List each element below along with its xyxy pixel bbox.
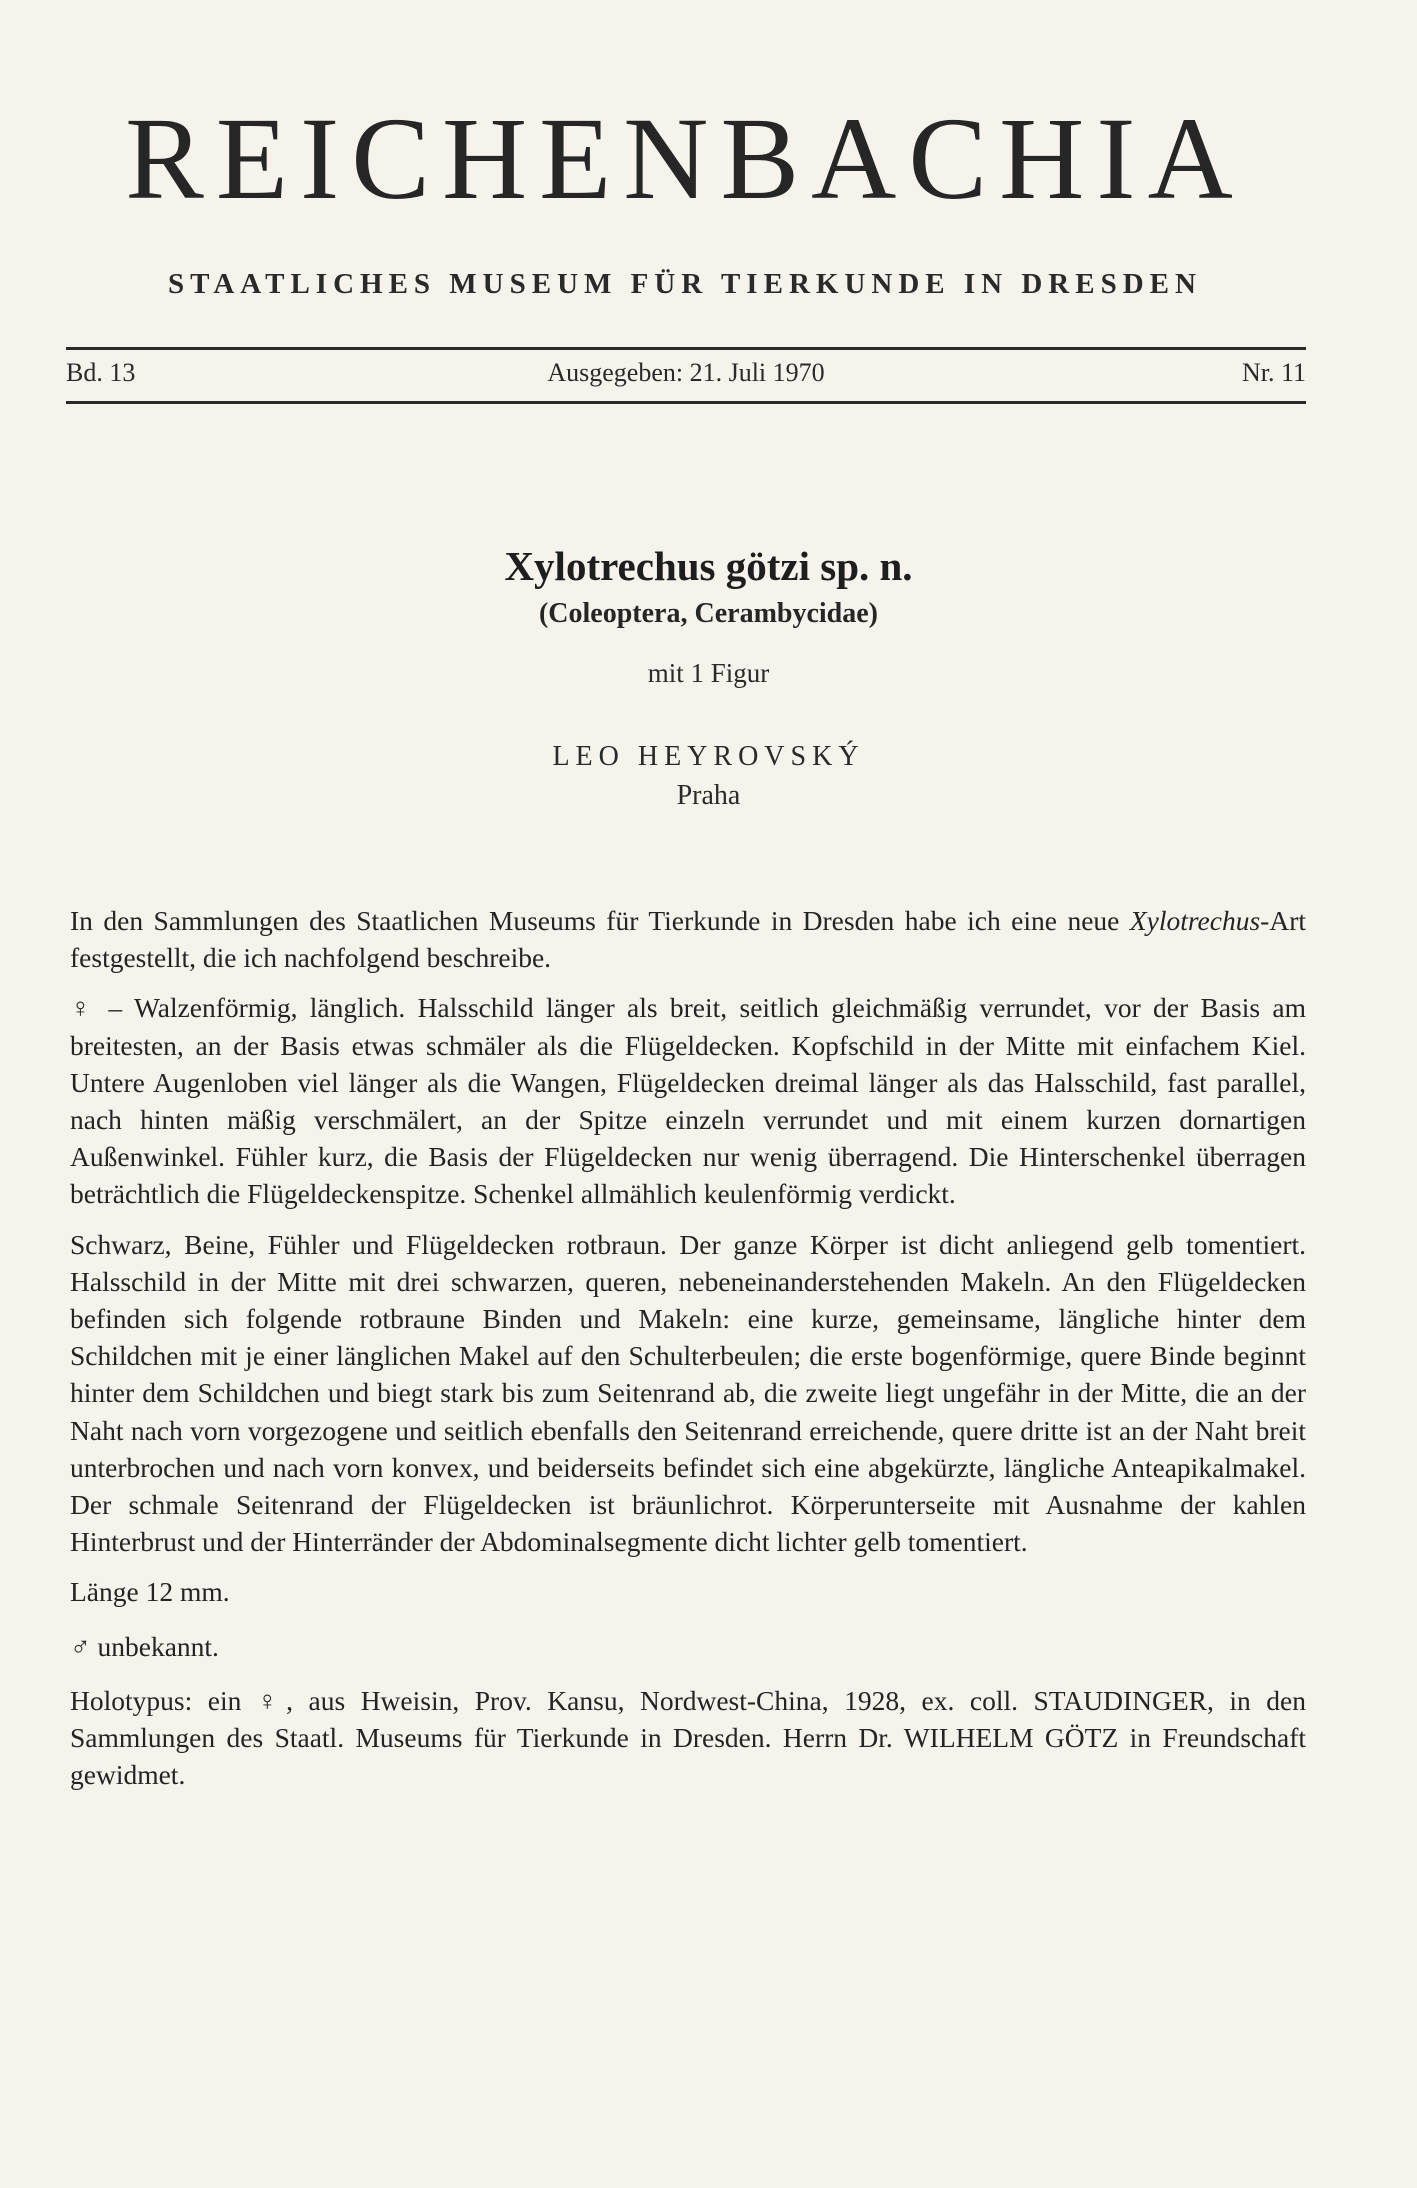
header-rule-top — [66, 347, 1306, 350]
journal-title: REICHENBACHIA — [125, 93, 1245, 224]
article-taxon: (Coleoptera, Cerambycidae) — [538, 598, 878, 629]
intro-text-end: -Art festgestellt, die ich nachfolgend beschreibe. — [70, 905, 1306, 974]
intro-paragraph — [70, 902, 1306, 976]
figure-note: mit 1 Figur — [647, 658, 770, 688]
coloration-paragraph: Schwarz, Beine, Fühler und Flügeldecken rotbraun. Der ganze Körper ist dicht anliegend gelb tomentiert. Halsschild in der Mitte mit drei schwarzen, queren, nebeneinanderstehenden Makeln. An den Flügeldecken befinden sich folgende rotbraune Binden und Makeln: eine kurze, gemeinsame, längliche hinter dem Schildchen mit je einer länglichen Makel auf den Schulterbeulen; die erste bogenförmige, quere Binde beginnt hinter dem Schildchen und biegt stark bis zum Seitenrand ab, die zweite liegt ungefähr in der Mitte, die an der Naht nach vorn vorgezogene und seitlich ebenfalls den Seitenrand erreichende, quere dritte ist an der Naht breit unterbrochen und nach vorn konvex, und beiderseits befindet sich eine abgekürzte, längliche Anteapikalmakel. Der schmale Seitenrand der Flügeldecken ist bräunlichrot. Körperunterseite mit Ausnahme der kahlen Hinterbrust und der Hinterränder der Abdominalsegmente dicht lichter gelb tomentiert. — [70, 1228, 1306, 1558]
article-title: Xylotrechus götzi sp. n. — [504, 543, 913, 589]
issue-date: Ausgegeben: 21. Juli 1970 — [547, 358, 825, 387]
intro-text-start: In den Sammlungen des Staatlichen Museums für Tierkunde in Dresden habe ich eine neue — [70, 905, 1130, 936]
issue-info-line — [66, 358, 1306, 394]
volume-number: Bd. 13 — [66, 358, 136, 387]
author-location: Praha — [676, 780, 741, 811]
holotype-paragraph: Holotypus: ein ♀, aus Hweisin, Prov. Kansu, Nordwest-China, 1928, ex. coll. STAUDINGER, in den Sammlungen des Staatl. Museums für Tierkunde in Dresden. Herrn Dr. WILHELM GÖTZ in Freundschaft gewidmet. — [70, 1684, 1306, 1791]
header-rule-bottom — [66, 401, 1306, 404]
article-body — [70, 902, 1306, 1806]
institution-name: STAATLICHES MUSEUM FÜR TIERKUNDE IN DRESDEN — [168, 268, 1202, 300]
issue-number: Nr. 11 — [1241, 358, 1306, 387]
description-paragraph: ♀ – Walzenförmig, länglich. Halsschild länger als breit, seitlich gleichmäßig verrundet, vor der Basis am breitesten, an der Basis etwas schmäler als die Flügeldecken. Kopfschild in der Mitte mit einfachem Kiel. Untere Augenloben viel länger als die Wangen, Flügeldecken dreimal länger als das Halsschild, fast parallel, nach hinten mäßig verschmälert, an der Spitze einzeln verrundet und mit einem kurzen dornartigen Außenwinkel. Fühler kurz, die Basis der Flügeldecken nur wenig überragend. Die Hinterschenkel überragen beträchtlich die Flügeldeckenspitze. Schenkel allmählich keulenförmig verdickt. — [70, 992, 1306, 1210]
intro-genus-name: Xylotrechus — [1129, 905, 1261, 936]
author-name: LEO HEYROVSKÝ — [552, 741, 865, 772]
length-paragraph: Länge 12 mm. — [70, 1576, 230, 1608]
male-paragraph: ♂ unbekannt. — [70, 1630, 219, 1662]
